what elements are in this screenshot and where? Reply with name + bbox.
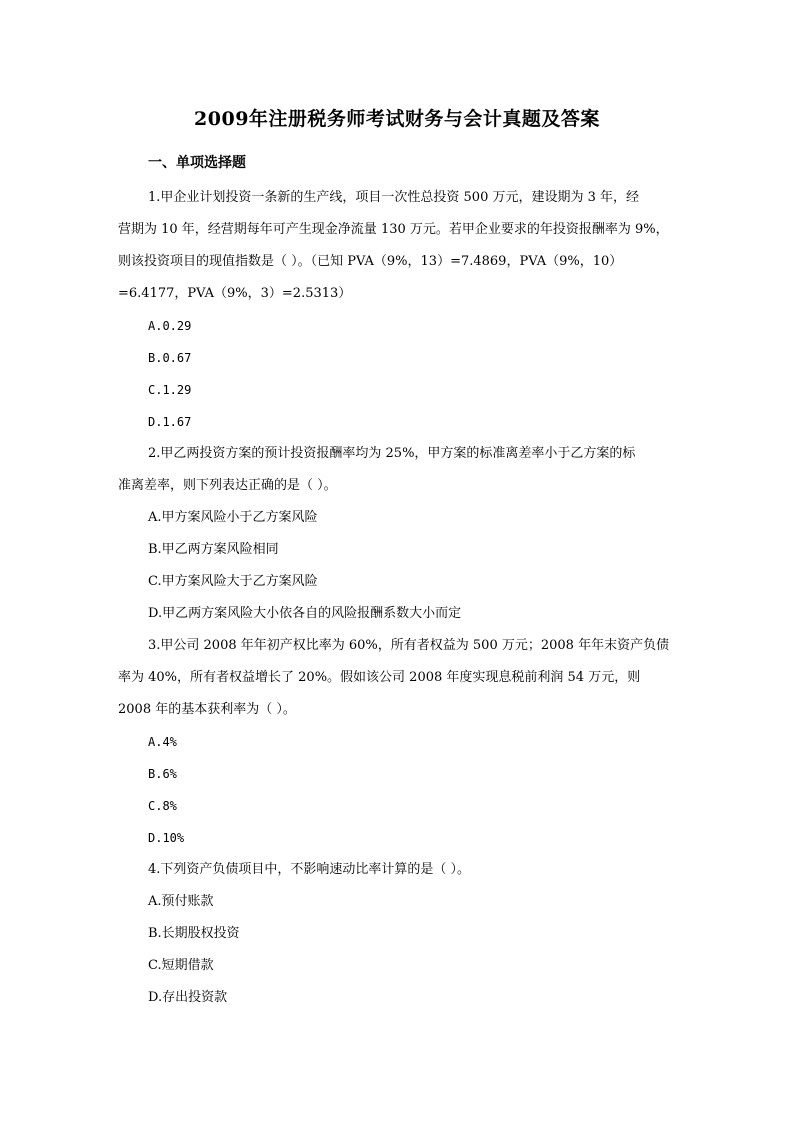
question-4 [118, 854, 678, 1014]
option-d: D.1.67 [148, 415, 192, 429]
question-2 [118, 438, 678, 630]
document-title: 2009年注册税务师考试财务与会计真题及答案 [194, 108, 600, 130]
option-c: C.短期借款 [148, 958, 214, 973]
option-b: B.甲乙两方案风险相同 [148, 542, 279, 557]
option-d: D.甲乙两方案风险大小依各自的风险报酬系数大小而定 [148, 606, 462, 621]
option-c: C.甲方案风险大于乙方案风险 [148, 574, 318, 589]
option-a: A.4% [148, 735, 177, 749]
question-list [118, 182, 678, 1014]
question-text-line: 1.甲企业计划投资一条新的生产线，项目一次性总投资 500 万元，建设期为 3 年，经 [148, 190, 640, 205]
question-text-line: 2008 年的基本获利率为（ ）。 [118, 702, 296, 717]
question-3 [118, 630, 678, 854]
question-text-line: 营期为 10 年，经营期每年可产生现金净流量 130 万元。若甲企业要求的年投资报酬率为 9%， [118, 222, 669, 237]
option-c: C.8% [148, 799, 177, 813]
option-b: B.6% [148, 767, 177, 781]
question-text-line: 率为 40%，所有者权益增长了 20%。假如该公司 2008 年度实现息税前利润 54 万元，则 [118, 670, 641, 685]
question-text-line: =6.4177，PVA（9%，3）=2.5313） [118, 286, 352, 301]
option-a: A.甲方案风险小于乙方案风险 [148, 510, 318, 525]
question-1 [118, 182, 678, 438]
option-b: B.0.67 [148, 351, 192, 365]
section-heading: 一、单项选择题 [148, 155, 246, 171]
question-text-line: 2.甲乙两投资方案的预计投资报酬率均为 25%，甲方案的标准离差率小于乙方案的标 [148, 446, 636, 461]
option-b: B.长期股权投资 [148, 926, 240, 941]
question-text-line: 4.下列资产负债项目中，不影响速动比率计算的是（ ）。 [148, 862, 471, 877]
option-a: A.0.29 [148, 319, 192, 333]
option-c: C.1.29 [148, 383, 192, 397]
option-d: D.10% [148, 831, 185, 845]
option-d: D.存出投资款 [148, 990, 228, 1005]
option-a: A.预付账款 [148, 894, 214, 909]
question-text-line: 则该投资项目的现值指数是（ ）。（已知 PVA（9%，13）=7.4869，PVA（9%，10） [118, 254, 623, 269]
question-text-line: 准离差率，则下列表达正确的是（ ）。 [118, 478, 337, 493]
question-text-line: 3.甲公司 2008 年年初产权比率为 60%，所有者权益为 500 万元；2008 年年末资产负债 [148, 638, 670, 653]
